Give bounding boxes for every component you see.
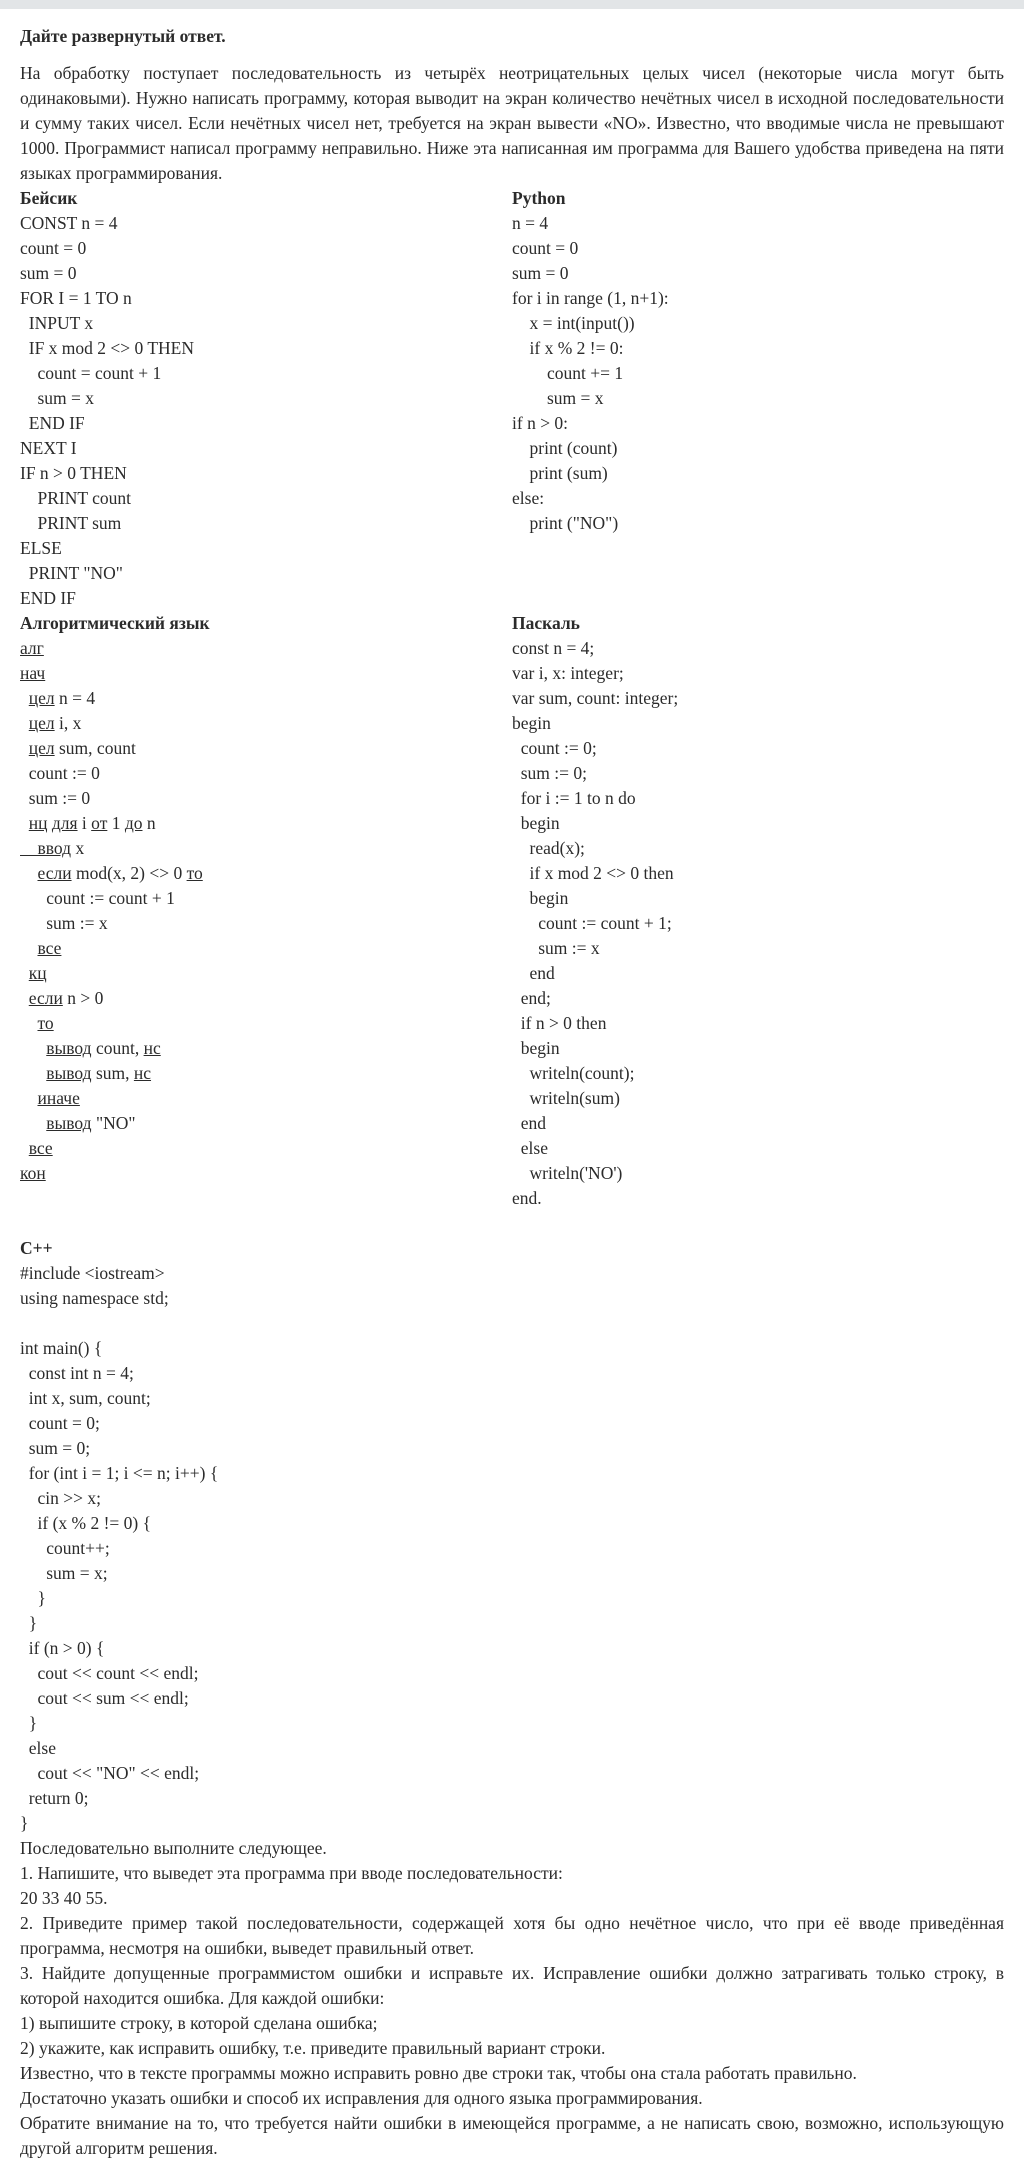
code-text	[20, 713, 29, 733]
code-text	[20, 1113, 46, 1133]
keyword: цел	[28, 713, 55, 733]
code-text: 1	[107, 813, 125, 833]
code-line	[20, 1086, 512, 1111]
algo-title: Алгоритмический язык	[20, 613, 210, 633]
code-line: }	[20, 1813, 29, 1833]
code-line: end.	[512, 1188, 542, 1208]
code-line	[20, 886, 512, 911]
code-line: if x mod 2 <> 0 then	[512, 863, 674, 883]
code-line	[20, 761, 512, 786]
keyword: алг	[20, 638, 44, 658]
code-line	[20, 1036, 512, 1061]
code-line: writeln('NO')	[512, 1163, 623, 1183]
code-line	[20, 1061, 512, 1086]
code-line	[20, 836, 512, 861]
code-text	[20, 688, 29, 708]
keyword: нач	[20, 663, 46, 683]
code-line: IF x mod 2 <> 0 THEN	[20, 338, 195, 358]
python-title: Python	[512, 188, 566, 208]
code-line: using namespace std;	[20, 1288, 169, 1308]
code-line	[20, 811, 512, 836]
spacer	[20, 1211, 1004, 1236]
keyword: иначе	[37, 1088, 80, 1108]
code-line	[20, 661, 512, 686]
code-line: if n > 0:	[512, 413, 569, 433]
code-line: print ("NO")	[512, 513, 619, 533]
code-line: begin	[512, 888, 569, 908]
basic-code	[20, 211, 512, 611]
code-line: int main() {	[20, 1338, 103, 1358]
code-text	[20, 1013, 38, 1033]
code-line	[20, 961, 512, 986]
code-line: count := count + 1;	[512, 913, 672, 933]
algo-block	[20, 611, 512, 1211]
code-line	[20, 636, 512, 661]
code-line: count += 1	[512, 363, 624, 383]
code-line	[20, 1161, 512, 1186]
code-line	[20, 736, 512, 761]
code-text: "NO"	[91, 1113, 136, 1133]
code-line	[20, 911, 512, 936]
python-code	[512, 211, 1004, 536]
keyword: вывод	[46, 1063, 92, 1083]
code-text: sum := x	[20, 913, 108, 933]
code-line: begin	[512, 813, 560, 833]
code-line	[20, 861, 512, 886]
keyword: то	[37, 1013, 54, 1033]
keyword: то	[186, 863, 203, 883]
code-line: end	[512, 963, 555, 983]
code-line: count := 0;	[512, 738, 597, 758]
code-text: count := count + 1	[20, 888, 175, 908]
keyword: вывод	[46, 1038, 92, 1058]
code-line: end	[512, 1113, 547, 1133]
task-paragraph: 3. Найдите допущенные программистом ошибки и исправьте их. Исправление ошибки должно затрагивать только строку, в которой находится ошибка. Для каждой ошибки:	[20, 1963, 1004, 2008]
code-line: END IF	[20, 413, 85, 433]
code-line: count = count + 1	[20, 363, 162, 383]
code-line: END IF	[20, 588, 76, 608]
code-text	[20, 863, 38, 883]
code-line: }	[20, 1588, 46, 1608]
keyword: для	[51, 813, 78, 833]
code-line: INPUT x	[20, 313, 94, 333]
code-line: sum := x	[512, 938, 600, 958]
code-line: ELSE	[20, 538, 62, 558]
code-line: IF n > 0 THEN	[20, 463, 127, 483]
task-paragraph: 2. Приведите пример такой последовательности, содержащей хотя бы одно нечётное число, что при её вводе приведённая программа, несмотря на ошибки, выведет правильный ответ.	[20, 1913, 1004, 1958]
code-line: begin	[512, 713, 551, 733]
code-text	[20, 963, 29, 983]
pascal-code	[512, 636, 1004, 1211]
code-line: x = int(input())	[512, 313, 635, 333]
code-line: if (n > 0) {	[20, 1638, 105, 1658]
code-line: for (int i = 1; i <= n; i++) {	[20, 1463, 219, 1483]
code-line	[20, 986, 512, 1011]
code-text: i	[77, 813, 92, 833]
code-line: PRINT count	[20, 488, 131, 508]
code-text: mod(x, 2) <> 0	[71, 863, 187, 883]
task-paragraph: Последовательно выполните следующее.	[20, 1838, 327, 1858]
code-line: }	[20, 1613, 38, 1633]
code-line	[20, 1311, 1004, 1336]
keyword: вывод	[46, 1113, 92, 1133]
task-paragraph: 1) выпишите строку, в которой сделана ошибка;	[20, 2013, 378, 2033]
code-line: sum = x	[512, 388, 604, 408]
code-text	[20, 988, 29, 1008]
code-line: for i := 1 to n do	[512, 788, 636, 808]
basic-title: Бейсик	[20, 188, 78, 208]
code-line	[20, 1111, 512, 1136]
basic-block	[20, 186, 512, 611]
code-line	[20, 1011, 512, 1036]
code-text: i, x	[54, 713, 82, 733]
keyword: кц	[28, 963, 47, 983]
code-line: cout << sum << endl;	[20, 1688, 189, 1708]
task-paragraph: 20 33 40 55.	[20, 1888, 108, 1908]
code-line: n = 4	[512, 213, 549, 233]
code-line: else:	[512, 488, 545, 508]
code-text: sum,	[91, 1063, 134, 1083]
task-intro: На обработку поступает последовательность из четырёх неотрицательных целых чисел (некоторые числа могут быть одинаковыми). Нужно написать программу, которая выводит на экран количество нечётных чисел в исходной последовательности и сумму таких чисел. Если нечётных чисел нет, требуется на экран вывести «NO». Известно, что вводимые числа не превышают 1000. Программист написал программу неправильно. Ниже эта написанная им программа для Вашего удобства приведена на пяти языках программирования.	[20, 63, 1004, 183]
code-line: for i in range (1, n+1):	[512, 288, 669, 308]
keyword: все	[28, 1138, 53, 1158]
code-line: count = 0	[512, 238, 579, 258]
keyword: цел	[28, 688, 55, 708]
task-paragraph: Известно, что в тексте программы можно исправить ровно две строки так, чтобы она стала работать правильно.	[20, 2063, 857, 2083]
python-block	[512, 186, 1004, 611]
task-paragraph: 1. Напишите, что выведет эта программа при вводе последовательности:	[20, 1863, 563, 1883]
code-line: cout << count << endl;	[20, 1663, 199, 1683]
code-line: begin	[512, 1038, 560, 1058]
code-line: if x % 2 != 0:	[512, 338, 624, 358]
keyword: до	[124, 813, 143, 833]
code-line	[20, 936, 512, 961]
pascal-block	[512, 611, 1004, 1211]
code-text: sum := 0	[20, 788, 91, 808]
code-text: x	[71, 838, 85, 858]
code-line: writeln(count);	[512, 1063, 635, 1083]
code-text	[20, 813, 29, 833]
code-text: n > 0	[62, 988, 104, 1008]
code-line: if (x % 2 != 0) {	[20, 1513, 152, 1533]
code-line: FOR I = 1 TO n	[20, 288, 132, 308]
code-line: PRINT sum	[20, 513, 122, 533]
keyword: цел	[28, 738, 55, 758]
keyword: кон	[20, 1163, 46, 1183]
code-text	[20, 1063, 46, 1083]
code-line: sum = 0;	[20, 1438, 91, 1458]
code-line: var sum, count: integer;	[512, 688, 679, 708]
code-line: const int n = 4;	[20, 1363, 134, 1383]
code-text: count := 0	[20, 763, 100, 783]
code-text	[20, 1138, 29, 1158]
code-line: const n = 4;	[512, 638, 595, 658]
task-heading: Дайте развернутый ответ.	[20, 26, 226, 46]
code-line: count = 0;	[20, 1413, 100, 1433]
code-line: count++;	[20, 1538, 110, 1558]
code-line: cin >> x;	[20, 1488, 101, 1508]
code-text	[20, 938, 38, 958]
code-line: else	[512, 1138, 548, 1158]
code-text	[20, 738, 29, 758]
code-line: print (sum)	[512, 463, 608, 483]
code-line: PRINT "NO"	[20, 563, 123, 583]
keyword: если	[28, 988, 63, 1008]
cpp-title: C++	[20, 1238, 53, 1258]
code-line	[20, 786, 512, 811]
code-line	[20, 711, 512, 736]
code-text	[20, 1088, 38, 1108]
code-text: n	[142, 813, 156, 833]
code-line: cout << "NO" << endl;	[20, 1763, 200, 1783]
code-text	[20, 1038, 46, 1058]
task-instructions	[20, 1836, 1004, 2161]
code-line: end;	[512, 988, 551, 1008]
code-text: n = 4	[54, 688, 96, 708]
keyword: нц	[28, 813, 48, 833]
algo-code	[20, 636, 512, 1186]
code-line: sum := 0;	[512, 763, 588, 783]
top-bar	[0, 0, 1024, 9]
code-line: sum = x;	[20, 1563, 108, 1583]
keyword: нс	[133, 1063, 152, 1083]
code-line: sum = 0	[20, 263, 77, 283]
pascal-title: Паскаль	[512, 613, 580, 633]
code-line	[20, 1136, 512, 1161]
cpp-code	[20, 1261, 1004, 1836]
keyword: все	[37, 938, 62, 958]
keyword: ввод	[20, 838, 72, 858]
code-line: sum = x	[20, 388, 95, 408]
task-paragraph: Достаточно указать ошибки и способ их исправления для одного языка программирования.	[20, 2088, 703, 2108]
code-row-1	[20, 186, 1004, 611]
task-paragraph: Обратите внимание на то, что требуется найти ошибки в имеющейся программе, а не написать свою, возможно, использующую другой алгоритм решения.	[20, 2113, 1004, 2158]
task-paragraph: 2) укажите, как исправить ошибку, т.е. приведите правильный вариант строки.	[20, 2038, 606, 2058]
keyword: нс	[143, 1038, 161, 1058]
keyword: если	[37, 863, 72, 883]
code-line: NEXT I	[20, 438, 77, 458]
code-line: else	[20, 1738, 56, 1758]
code-line: if n > 0 then	[512, 1013, 607, 1033]
code-line: sum = 0	[512, 263, 569, 283]
code-line: read(x);	[512, 838, 585, 858]
code-line: #include <iostream>	[20, 1263, 165, 1283]
code-line: var i, x: integer;	[512, 663, 624, 683]
code-row-2	[20, 611, 1004, 1211]
code-line: int x, sum, count;	[20, 1388, 151, 1408]
keyword: от	[91, 813, 108, 833]
code-line: writeln(sum)	[512, 1088, 620, 1108]
task-content	[20, 24, 1004, 2161]
code-text: count,	[91, 1038, 144, 1058]
code-line: }	[20, 1713, 38, 1733]
code-line: return 0;	[20, 1788, 89, 1808]
code-line: count = 0	[20, 238, 87, 258]
code-line	[20, 686, 512, 711]
code-text: sum, count	[54, 738, 136, 758]
code-line: CONST n = 4	[20, 213, 118, 233]
code-line: print (count)	[512, 438, 618, 458]
cpp-block	[20, 1236, 1004, 1836]
